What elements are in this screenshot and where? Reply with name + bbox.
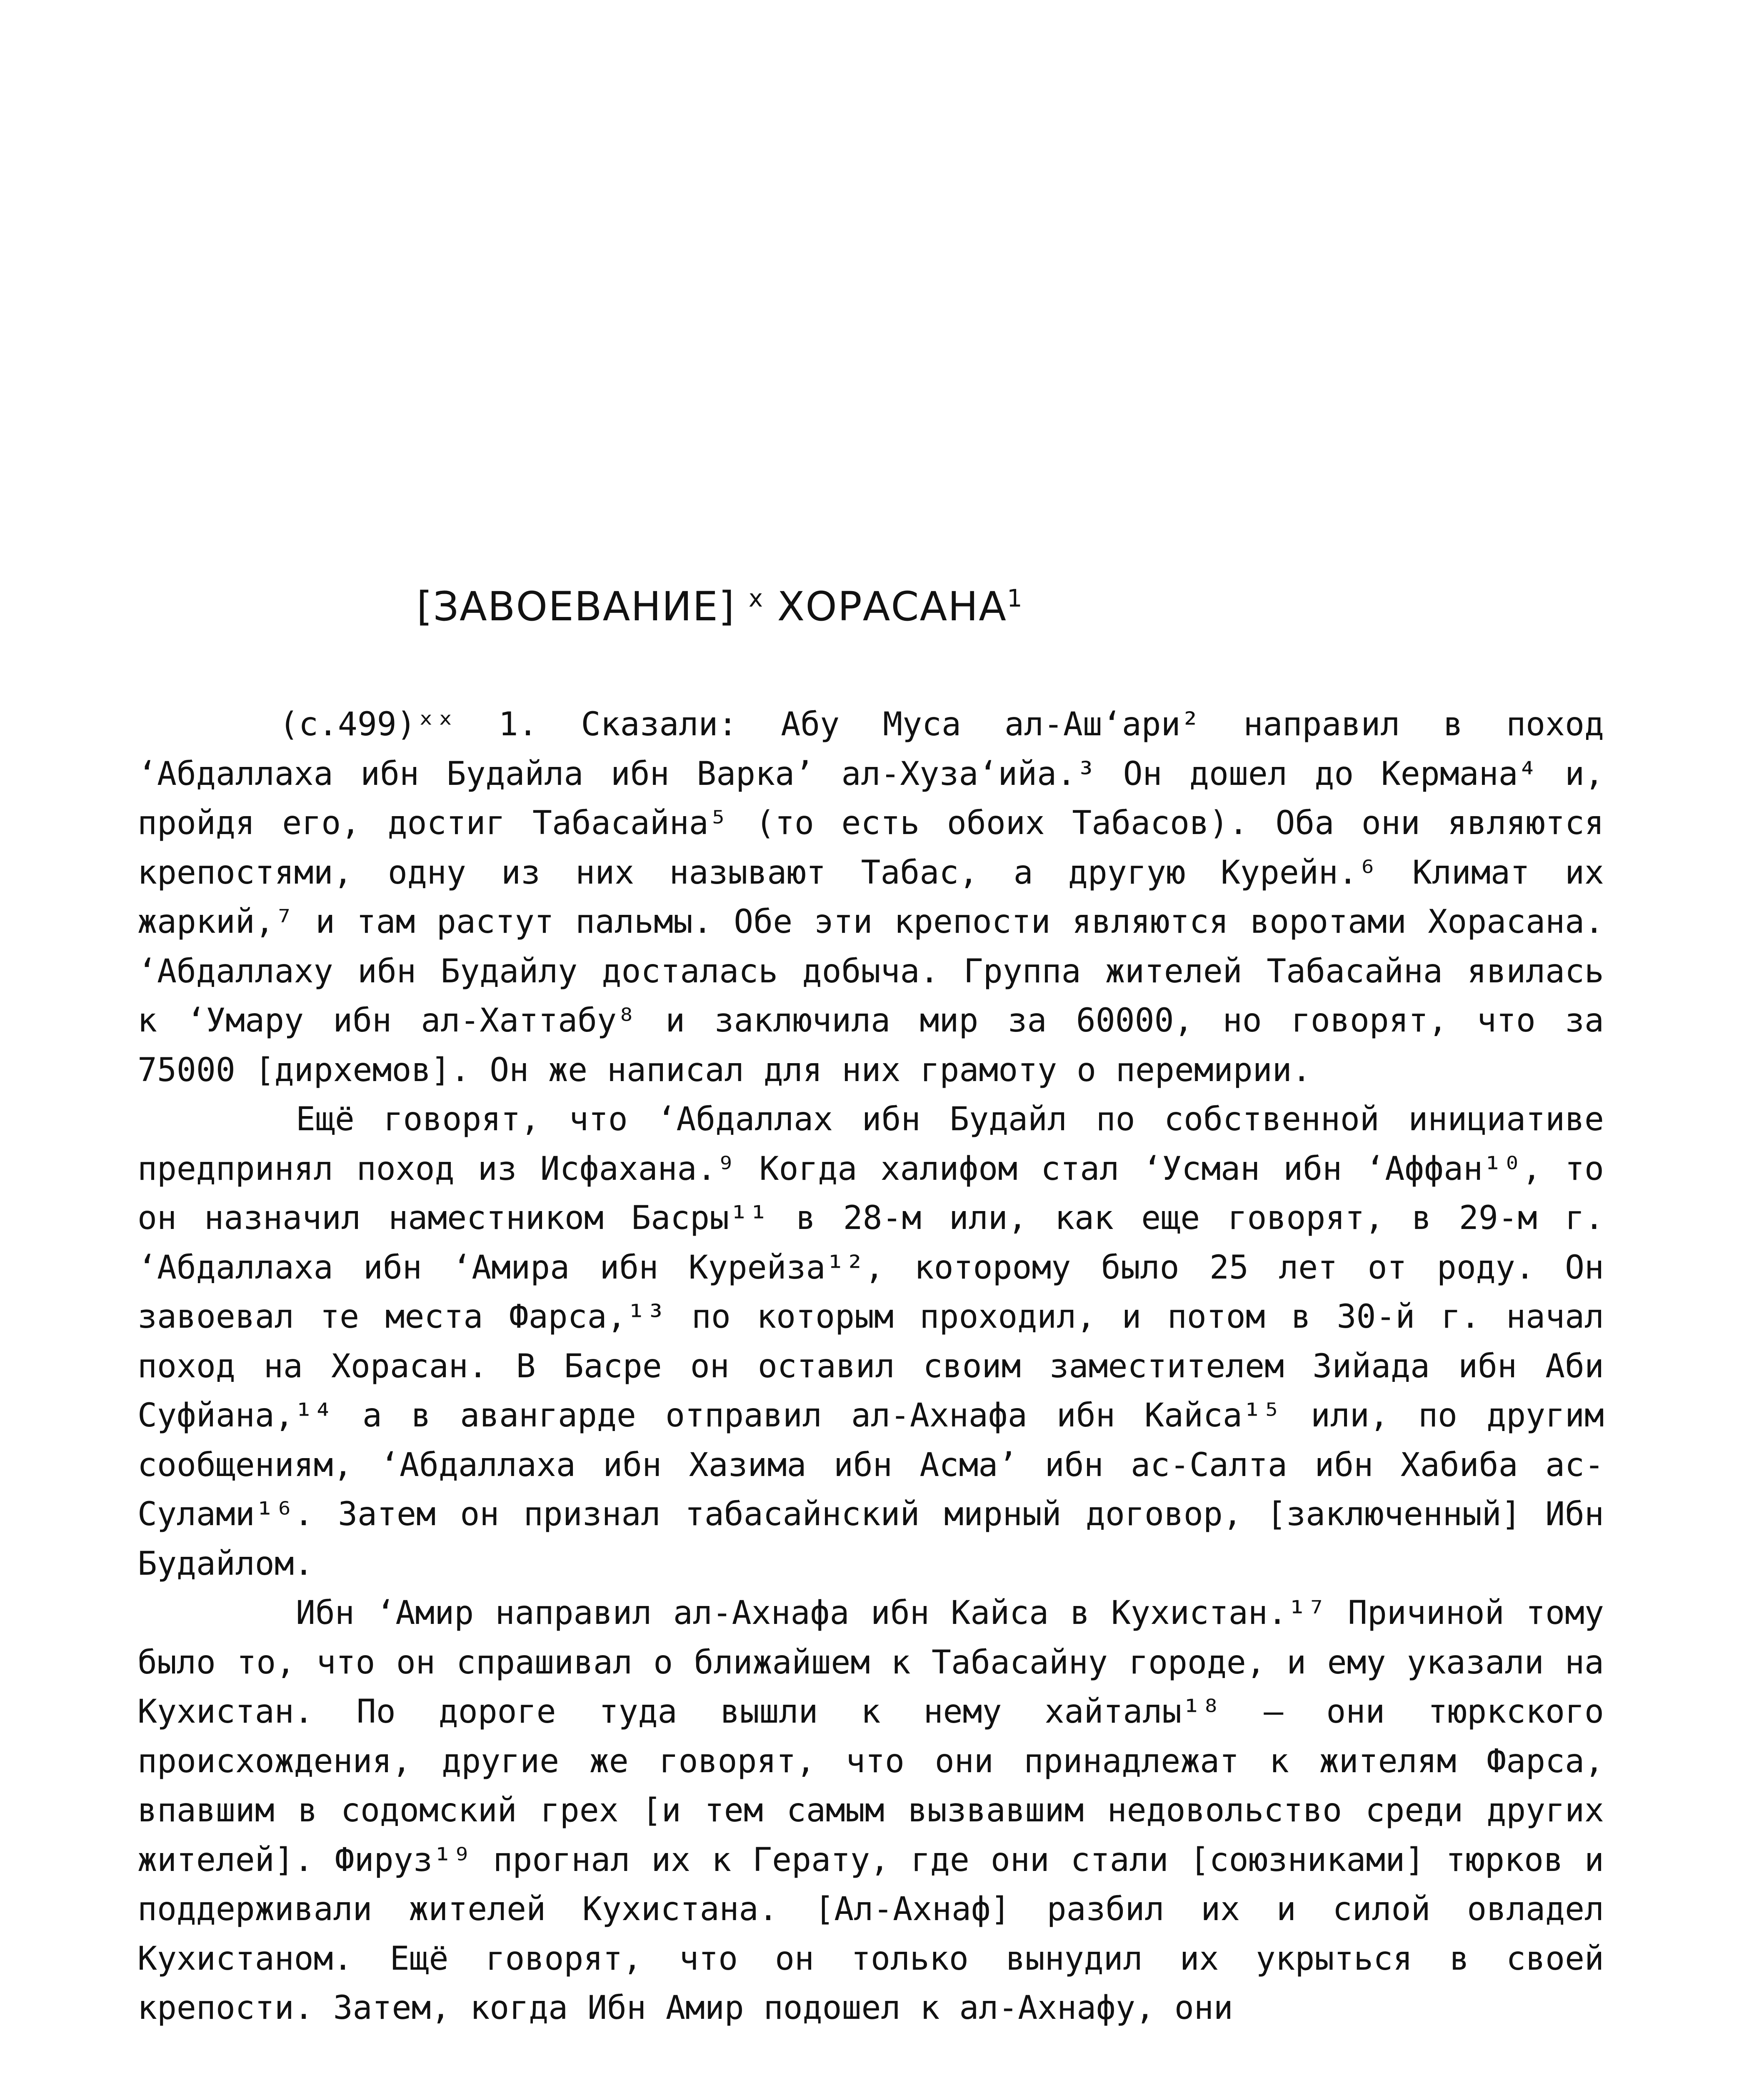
main-text xyxy=(137,700,1604,2033)
title-note-mark: x xyxy=(748,584,764,612)
title-footnote-number: 1 xyxy=(1007,584,1023,612)
paragraph-3: Ибн ‘Амир направил ал-Ахнафа ибн Кайса в Кухистан.¹⁷ Причиной тому было то, что он спрашивал о ближайшем к Табасайну городе, и ему указали на Кухистан. По дороге туда вышли к нему хайталы¹⁸ — они тюркского происхождения, другие же говорят, что они принадлежат к жителям Фарса, впавшим в содомский грех [и тем самым вызвавшим недовольство среди других жителей]. Фируз¹⁹ прогнал их к Герату, где они стали [союзниками] тюрков и поддерживали жителей Кухистана. [Ал-Ахнаф] разбил их и силой овладел Кухистаном. Ещё говорят, что он только вынудил их укрыться в своей крепости. Затем, когда Ибн Амир подошел к ал-Ахнафу, они xyxy=(137,1594,1604,2027)
title-bracket-open: [ xyxy=(417,583,433,630)
title-bracket-close: ] xyxy=(718,583,735,630)
chapter-title xyxy=(417,583,1417,630)
title-main-word: ХОРАСАНА xyxy=(764,583,1007,630)
paragraph-2: Ещё говорят, что ‘Абдаллах ибн Будайл по собственной инициативе предпринял поход из Исфахана.⁹ Когда халифом стал ‘Усман ибн ‘Аффан¹⁰, то он назначил наместником Басры¹¹ в 28-м или, как еще говорят, в 29-м г. ‘Абдаллаха ибн ‘Амира ибн Курейза¹², которому было 25 лет от роду. Он завоевал те места Фарса,¹³ по которым проходил, и потом в 30-й г. начал поход на Хорасан. В Басре он оставил своим заместителем Зийада ибн Аби Суфйана,¹⁴ а в авангарде отправил ал-Ахнафа ибн Кайса¹⁵ или, по другим сообщениям, ‘Абдаллаха ибн Хазима ибн Асма’ ибн ас-Салта ибн Хабиба ас-Сулами¹⁶. Затем он признал табасайнский мирный договор, [заключенный] Ибн Будайлом. xyxy=(137,1101,1604,1583)
paragraph-1: (с.499)ˣˣ 1. Сказали: Абу Муса ал-Аш‘ари² направил в поход ‘Абдаллаха ибн Будайла ибн Варка’ ал-Хуза‘ийа.³ Он дошел до Кермана⁴ и, пройдя его, достиг Табасайна⁵ (то есть обоих Табасов). Оба они являются крепостями, одну из них называют Табас, а другую Курейн.⁶ Климат их жаркий,⁷ и там растут пальмы. Обе эти крепости являются воротами Хорасана. ‘Абдаллаху ибн Будайлу досталась добыча. Группа жителей Табасайна явилась к ‘Умару ибн ал-Хаттабу⁸ и заключила мир за 60000, но говорят, что за 75000 [дирхемов]. Он же написал для них грамоту о перемирии. xyxy=(137,706,1604,1089)
title-bracketed-word: ЗАВОЕВАНИЕ xyxy=(433,583,719,630)
